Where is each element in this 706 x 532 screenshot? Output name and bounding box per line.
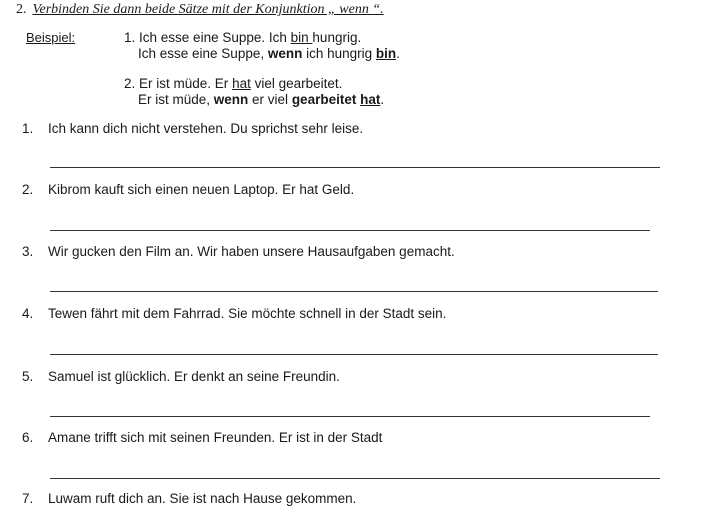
exercise-instruction: Verbinden Sie dann beide Sätze mit der Konjunktion „ wenn “. — [32, 2, 384, 17]
example-1-answer-period: . — [396, 46, 400, 61]
example-1 — [124, 30, 400, 62]
task-3 — [22, 244, 455, 259]
example-label: Beispiel: — [26, 30, 76, 45]
answer-line-6[interactable] — [50, 478, 660, 479]
example-2-answer-b: er viel — [248, 92, 292, 107]
task-6-text: Amane trifft sich mit seinen Freunden. Er ist in der Stadt — [48, 430, 383, 445]
answer-line-2[interactable] — [50, 230, 650, 231]
task-2-text: Kibrom kauft sich einen neuen Laptop. Er hat Geld. — [48, 182, 355, 197]
task-6-number: 6. — [22, 430, 34, 445]
answer-line-1[interactable] — [50, 167, 660, 168]
example-2-conjunction: wenn — [213, 92, 249, 107]
answer-line-5[interactable] — [50, 416, 650, 417]
exercise-heading — [16, 2, 384, 18]
example-2-line-1 — [124, 76, 384, 92]
task-4 — [22, 306, 446, 321]
example-1-text-b: hungrig. — [312, 30, 362, 45]
example-2 — [124, 76, 384, 108]
task-7 — [22, 491, 356, 506]
example-1-line-1 — [124, 30, 400, 46]
answer-line-4[interactable] — [50, 354, 658, 355]
example-2-text-b: viel gearbeitet. — [250, 76, 343, 91]
task-6 — [22, 430, 382, 445]
example-2-answer-period: . — [380, 92, 385, 107]
task-3-number: 3. — [22, 244, 34, 259]
task-5-text: Samuel ist glücklich. Er denkt an seine Freundin. — [48, 369, 340, 384]
task-7-text: Luwam ruft dich an. Sie ist nach Hause gekommen. — [48, 491, 357, 506]
example-1-answer-verb: bin — [375, 46, 397, 61]
example-1-conjunction: wenn — [267, 46, 303, 61]
task-7-number: 7. — [22, 491, 34, 506]
example-1-underlined-verb: bin — [290, 30, 313, 45]
example-1-number: 1. — [124, 30, 136, 45]
task-4-text: Tewen fährt mit dem Fahrrad. Sie möchte schnell in der Stadt sein. — [48, 306, 447, 321]
example-2-underlined-verb: hat — [232, 76, 251, 91]
example-1-answer-b: ich hungrig — [302, 46, 376, 61]
task-2-number: 2. — [22, 182, 34, 197]
task-3-text: Wir gucken den Film an. Wir haben unsere Hausaufgaben gemacht. — [48, 244, 455, 259]
task-5-number: 5. — [22, 369, 34, 384]
exercise-number: 2. — [16, 2, 27, 17]
task-1-number: 1. — [22, 121, 34, 136]
example-1-text-a: Ich esse eine Suppe. Ich — [139, 30, 291, 45]
example-2-bold-participle: gearbeitet — [291, 92, 357, 107]
example-2-answer-verb: hat — [360, 92, 381, 107]
example-1-line-2 — [124, 46, 400, 62]
example-2-text-a: Er ist müde. Er — [139, 76, 233, 91]
example-2-line-2 — [124, 92, 384, 108]
example-1-answer-a: Ich esse eine Suppe, — [138, 46, 268, 61]
task-5 — [22, 369, 340, 384]
task-4-number: 4. — [22, 306, 34, 321]
example-2-number: 2. — [124, 76, 136, 91]
task-1 — [22, 121, 363, 136]
task-2 — [22, 182, 354, 197]
answer-line-3[interactable] — [50, 291, 658, 292]
example-2-answer-a: Er ist müde, — [138, 92, 214, 107]
task-1-text: Ich kann dich nicht verstehen. Du sprichst sehr leise. — [48, 121, 364, 136]
